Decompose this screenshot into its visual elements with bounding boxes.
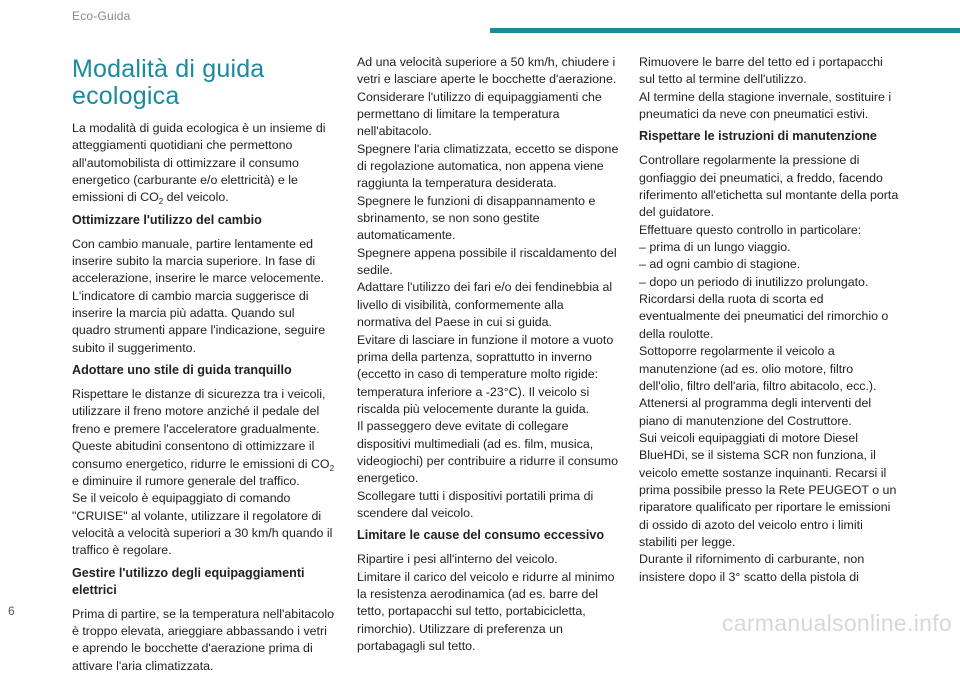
paragraph-guida-2: Queste abitudini consentono di ottimizzare il consumo energetico, ridurre le emissioni di $CO_2$ e diminuire il rumore generale del traffico. (72, 439, 335, 488)
column-1 (72, 56, 334, 675)
heading-manutenzione: Rispettare le istruzioni di manutenzione (639, 129, 877, 144)
list-item: – ad ogni cambio di stagione. (639, 257, 801, 272)
paragraph-equip-2: Ad una velocità superiore a 50 km/h, chiudere i vetri e lasciare aperte le bocchette d'aerazione. (357, 55, 617, 87)
paragraph-guida-3: Se il veicolo è equipaggiato di comando "CRUISE" al volante, utilizzare il regolatore di velocità a velocità superiori a 30 km/h quando il traffico è regolare. (72, 491, 333, 558)
paragraph-guida-1: Rispettare le distanze di sicurezza tra i veicoli, utilizzare il freno motore anziché il pedale del freno e premere l'acceleratore gradualmente. (72, 387, 326, 436)
paragraph-equip-3: Considerare l'utilizzo di equipaggiamenti che permettano di limitare la temperatura nell'abitacolo. (357, 89, 602, 139)
paragraph-consumo-1: Ripartire i pesi all'interno del veicolo. (357, 552, 558, 567)
list-item: – prima di un lungo viaggio. (639, 240, 791, 255)
paragraph-cambio: Con cambio manuale, partire lentamente ed inserire subito la marcia superiore. In fase di accelerazione, inserire le marce velocemente. L'indicatore di cambio marcia suggerisce di inserire la marcia più adatta. Quando sul quadro strumenti appare l'indicazione, seguire subito il suggerimento. (72, 236, 326, 355)
paragraph-equip-5: Spegnere le funzioni di disappannamento e sbrinamento, se non sono gestite automaticamente. (357, 193, 596, 243)
list-item: – dopo un periodo di inutilizzo prolungato. (639, 274, 869, 289)
paragraph-consumo-3: Rimuovere le barre del tetto ed i portapacchi sul tetto al termine dell'utilizzo. (639, 55, 883, 87)
paragraph-consumo-2: Limitare il carico del veicolo e ridurre al minimo la resistenza aerodinamica (ad es. barre del tetto, portapacchi sul tetto, portabicicletta, rimorchio). Utilizzare di preferenza un portabagagli sul tetto. (357, 569, 615, 653)
column-3 (639, 54, 901, 586)
paragraph-manut-3: Ricordarsi della ruota di scorta ed eventualmente dei pneumatici del rimorchio o della roulotte. (639, 292, 889, 341)
page-number: 6 (8, 604, 15, 618)
heading-guida: Adottare uno stile di guida tranquillo (72, 363, 292, 378)
paragraph-manut-1: Controllare regolarmente la pressione di gonfiaggio dei pneumatici, a freddo, facendo riferimento all'etichetta sul montante della porta del guidatore. (639, 153, 899, 220)
paragraph-consumo-4: Al termine della stagione invernale, sostituire i pneumatici da neve con pneumatici estivi. (639, 89, 892, 122)
section-header: Eco-Guida (72, 9, 131, 23)
paragraph-manut-5: Sui veicoli equipaggiati di motore Diesel BlueHDi, se il sistema SCR non funziona, il veicolo emette sostanze inquinanti. Recarsi il prima possibile presso la Rete PEUGEOT o un riparatore qualificato per riportare le emissioni di ossido di azoto del veicolo entro i limiti stabiliti per legge. (639, 430, 897, 549)
watermark: carmanualsonline.info (721, 610, 952, 636)
column-2 (357, 54, 619, 655)
paragraph-equip-4: Spegnere l'aria climatizzata, eccetto se dispone di regolazione automatica, non appena viene raggiunta la temperatura desiderata. (357, 141, 619, 191)
paragraph-equip-1: Prima di partire, se la temperatura nell'abitacolo è troppo elevata, arieggiare abbassando i vetri e aprendo le bocchette d'aerazione prima di attivare l'aria climatizzata. (72, 606, 335, 673)
header-accent-bar (490, 28, 960, 33)
paragraph-equip-10: Scollegare tutti i dispositivi portatili prima di scendere dal veicolo. (357, 488, 594, 520)
paragraph-equip-8: Evitare di lasciare in funzione il motore a vuoto prima della partenza, soprattutto in inverno (eccetto in caso di temperature molto rigide: temperatura inferiore a -23°C). Il veicolo si riscalda più velocemente durante la guida. (357, 332, 614, 416)
page-title: Modalità di guida ecologica (72, 55, 265, 110)
heading-consumo: Limitare le cause del consumo eccessivo (357, 528, 605, 543)
paragraph-manut-6: Durante il rifornimento di carburante, non insistere dopo il 3° scatto della pistola di (639, 552, 865, 584)
heading-cambio: Ottimizzare l'utilizzo del cambio (72, 212, 262, 227)
paragraph-equip-9: Il passeggero deve evitate di collegare dispositivi multimediali (ad es. film, musica, videogiochi) per contribuire a ridurre il consumo energetico. (357, 419, 619, 486)
paragraph-manut-4: Sottoporre regolarmente il veicolo a manutenzione (ad es. olio motore, filtro dell'olio, filtro dell'aria, filtro abitacolo, ecc.). Attenersi al programma degli interventi del piano di manutenzione del Costruttore. (639, 344, 877, 428)
paragraph-equip-6: Spegnere appena possibile il riscaldamento del sedile. (357, 245, 617, 278)
paragraph-equip-7: Adattare l'utilizzo dei fari e/o dei fendinebbia al livello di visibilità, conformemente alla normativa del Paese in cui si guida. (357, 280, 613, 330)
intro-paragraph: La modalità di guida ecologica è un insieme di atteggiamenti quotidiani che permettono all'automobilista di ottimizzare il consumo energetico (carburante e/o elettricità) e le emissioni di $CO_2$ del veicolo. (72, 121, 326, 207)
paragraph-manut-2: Effettuare questo controllo in particolare: (639, 222, 862, 237)
heading-equipaggiamenti: Gestire l'utilizzo degli equipaggiamenti elettrici (72, 565, 305, 597)
